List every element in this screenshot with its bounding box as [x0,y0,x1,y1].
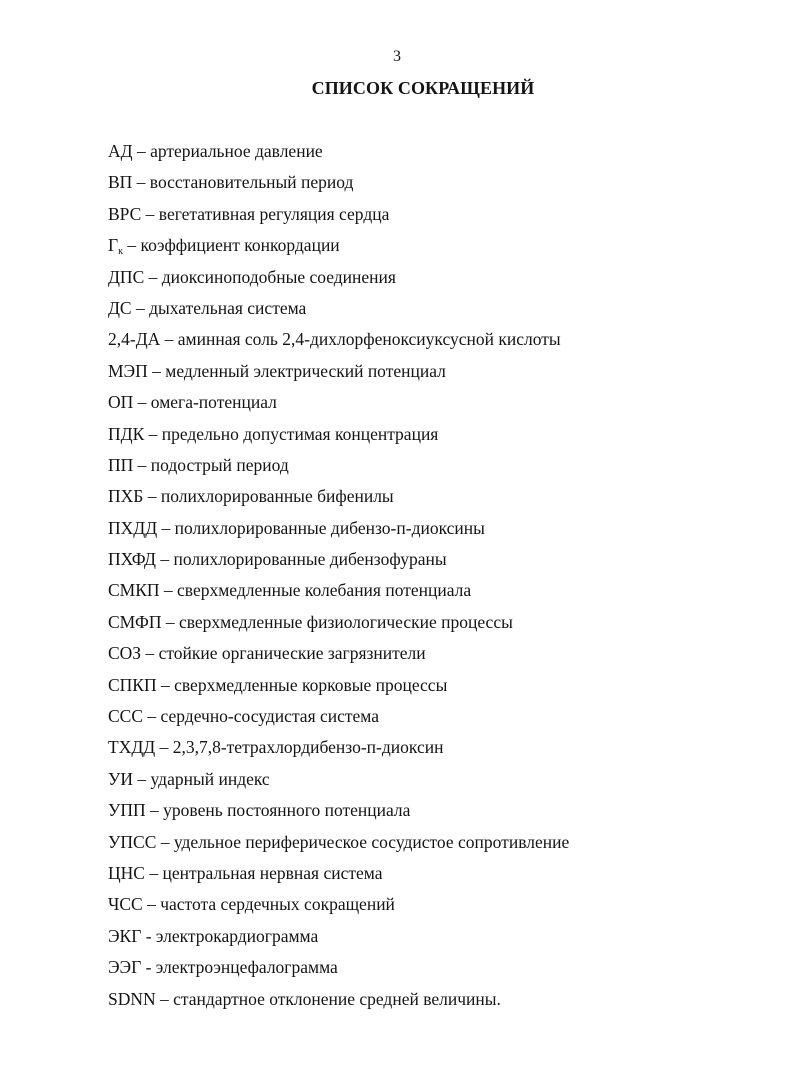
abbreviation-item: СМФП – сверхмедленные физиологические процессы [108,611,513,632]
abbreviation-item: ПП – подострый период [108,454,289,475]
abbreviation-item: ЧСС – частота сердечных сокращений [108,894,395,915]
abbreviation-item: УИ – ударный индекс [108,768,270,789]
abbreviation-item: ОП – омега-потенциал [108,392,277,413]
abbreviation-item: ССС – сердечно-сосудистая система [108,706,380,727]
abbreviation-item: ДС – дыхательная система [108,297,307,318]
abbreviation-item: ВП – восстановительный период [108,172,354,193]
abbreviation-term: Г [108,235,119,256]
abbreviation-item: ЭКГ - электрокардиограмма [108,925,319,946]
abbreviation-item [108,234,728,265]
abbreviation-item: УПСС – удельное периферическое сосудистое сопротивление [108,831,570,852]
abbreviation-definition: – коэффициент конкордации [122,235,340,256]
abbreviation-item: SDNN – стандартное отклонение средней величины. [108,988,501,1009]
abbreviation-subscript: к [118,246,123,258]
abbreviation-item: СОЗ – стойкие органические загрязнители [108,643,426,664]
abbreviation-item: ЭЭГ - электроэнцефалограмма [108,957,338,978]
abbreviation-item: ПДК – предельно допустимая концентрация [108,423,439,444]
abbreviation-item: УПП – уровень постоянного потенциала [108,800,411,821]
abbreviation-item: СМКП – сверхмедленные колебания потенциала [108,580,472,601]
abbreviation-item: МЭП – медленный электрический потенциал [108,360,446,381]
abbreviation-item: ПХБ – полихлорированные бифенилы [108,486,394,507]
abbreviation-item: СПКП – сверхмедленные корковые процессы [108,674,448,695]
abbreviation-item: ПХДД – полихлорированные дибензо-п-диоксины [108,517,485,538]
abbreviation-list [108,140,728,1019]
abbreviation-item: ПХФД – полихлорированные дибензофураны [108,549,447,570]
abbreviation-item: ВРС – вегетативная регуляция сердца [108,203,390,224]
abbreviation-item: 2,4-ДА – аминная соль 2,4-дихлорфеноксиуксусной кислоты [108,329,561,350]
page-title: СПИСОК СОКРАЩЕНИЙ [311,78,535,98]
abbreviation-item: АД – артериальное давление [108,141,323,161]
abbreviation-item: ДПС – диоксиноподобные соединения [108,266,396,287]
page-number: 3 [393,48,401,65]
abbreviation-item: ТХДД – 2,3,7,8-тетрахлордибензо-п-диоксин [108,737,444,758]
abbreviation-item: ЦНС – центральная нервная система [108,862,383,883]
